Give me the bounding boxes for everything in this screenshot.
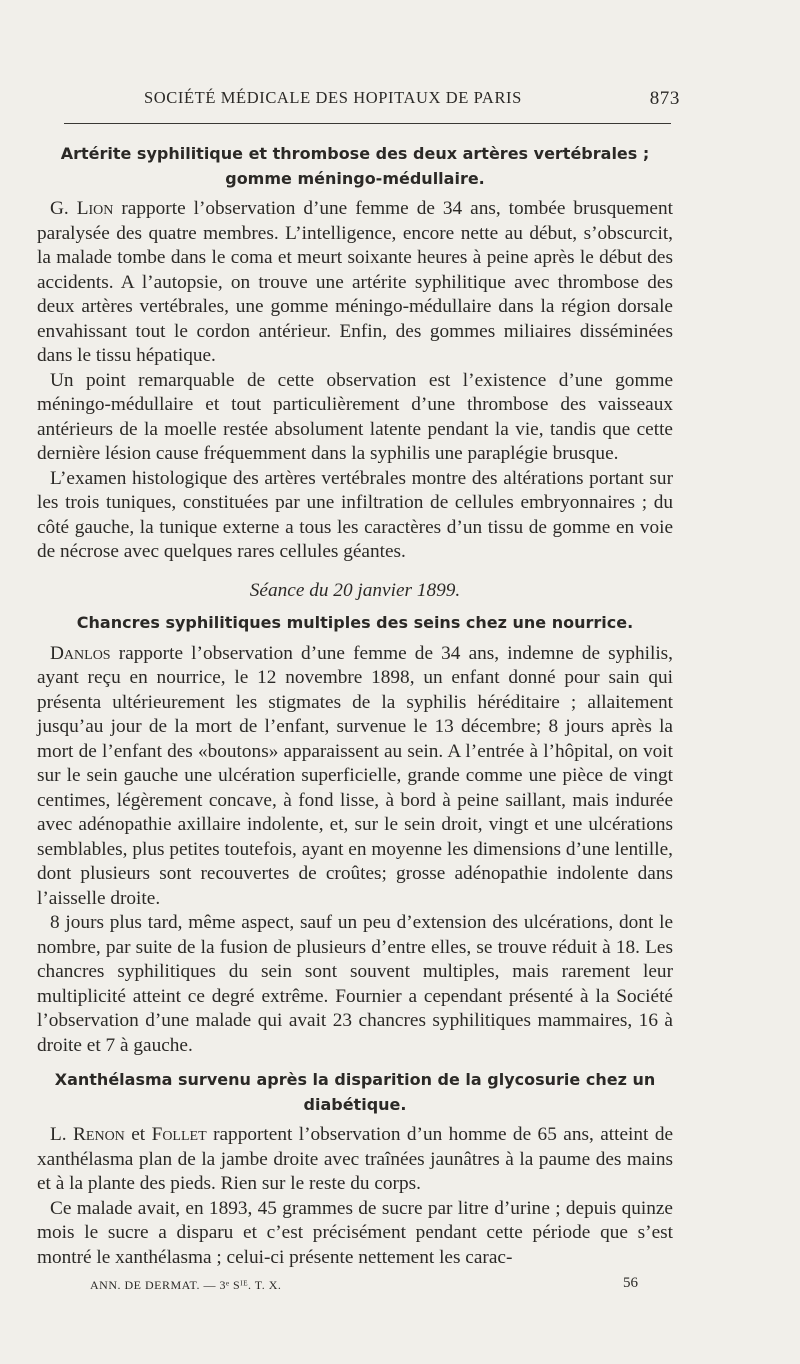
- page-footer: [60, 1275, 680, 1298]
- author-name: Danlos: [50, 642, 111, 664]
- paragraph: [37, 1123, 673, 1197]
- paragraph: L’examen histologique des artères vertébrales montre des altérations portant sur les trois tuniques, constituées par une infiltration de cellules embryonnaires ; du côté gauche, la tunique externe a tous les caractères d’un tissu de gomme en voie de nécrose avec quelques rares cellules géantes.: [37, 467, 673, 562]
- running-head: [60, 88, 680, 112]
- paragraph: Ce malade avait, en 1893, 45 grammes de sucre par litre d’urine ; depuis quinze mois le sucre a disparu et c’est précisément pendant cette période que s’est montré le xanthélasma ; celui-ci présente nettement les carac-: [37, 1197, 673, 1268]
- paragraph: [37, 642, 673, 912]
- paragraph: [37, 197, 673, 369]
- paragraph: Un point remarquable de cette observation est l’existence d’une gomme méningo-médullaire et tout particulièrement d’une thrombose des vaisseaux antérieurs de la moelle restée absolument latente pendant la vie, tandis que cette dernière lésion cause fréquemment dans la syphilis une paraplégie brusque.: [37, 369, 673, 464]
- author-name: Renon: [73, 1124, 125, 1145]
- running-title: SOCIÉTÉ MÉDICALE DES HOPITAUX DE PARIS: [144, 88, 522, 107]
- paragraph-text: rapporte l’observation d’une femme de 34 ans, tombée brusquement paralysée des quatre membres. L’intelligence, encore nette au début, s’obscurcit, la malade tombe dans le coma et meurt soixante heures à peine après le début des accidents. A l’autopsie, on trouve une artérite syphilitique avec thrombose des deux artères vertébrales, une gomme méningo-médullaire dans la région dorsale envahissant tout le cordon antérieur. Enfin, des gommes miliaires disséminées dans le tissu hépatique.: [37, 198, 673, 366]
- author-name: Follet: [151, 1124, 207, 1145]
- author-initial: G.: [50, 198, 69, 219]
- paragraph-text: rapportent l’observation d’un homme de 65 ans, atteint de xanthélasma plan de la jambe droite avec traînées jaunâtres à la paume des mains et à la plante des pieds. Rien sur le reste du corps.: [37, 1124, 674, 1194]
- signature-number: 56: [623, 1275, 638, 1291]
- header-rule: [64, 123, 671, 124]
- author-name: Lion: [76, 198, 114, 219]
- author-initial: L.: [50, 1124, 67, 1145]
- section-title-chancres: Chancres syphilitiques multiples des seins chez une nourrice.: [76, 613, 634, 632]
- session-date: Séance du 20 janvier 1899.: [249, 579, 461, 601]
- journal-reference: ANN. DE DERMAT. — 3ᵉ Sᴵᴱ. T. X.: [90, 1278, 282, 1292]
- conjunction: et: [131, 1124, 146, 1145]
- page-number: 873: [649, 88, 680, 109]
- paragraph: 8 jours plus tard, même aspect, sauf un peu d’extension des ulcérations, dont le nombre, par suite de la fusion de plusieurs d’entre elles, se trouve réduit à 18. Les chancres syphilitiques du sein sont souvent multiples, mais rarement leur multiplicité atteint ce degré extrême. Fournier a cependant présenté à la Société l’observation d’une malade qui avait 23 chancres syphilitiques mammaires, 16 à droite et 7 à gauche.: [37, 912, 673, 1056]
- section-title-arterite: Artérite syphilitique et thrombose des deux artères vertébrales ; gomme méningo-médullaire.: [60, 144, 650, 188]
- section-title-xanthelasma: Xanthélasma survenu après la disparition de la glycosurie chez un diabétique.: [54, 1070, 656, 1114]
- article-body: [37, 142, 673, 1270]
- paragraph-text: rapporte l’observation d’une femme de 34 ans, indemne de syphilis, ayant reçu en nourrice, le 12 novembre 1898, un enfant donné pour sain qui présenta ultérieurement les stigmates de la syphilis héréditaire ; allaitement jusqu’au jour de la mort de l’enfant, survenue le 13 décembre; 8 jours après la mort de l’enfant des «boutons» apparaissent au sein. A l’entrée à l’hôpital, on voit sur le sein gauche une ulcération superficielle, grande comme une pièce de vingt centimes, légèrement concave, à fond lisse, à bord à peine saillant, mais indurée avec adénopathie axillaire indolente, et, sur le sein droit, vingt et une ulcérations semblables, plus petites toutefois, ayant en moyenne les dimensions d’une lentille, dont plusieurs sont recouvertes de croûtes; grosse adénopathie indolente dans l’aisselle droite.: [37, 642, 674, 909]
